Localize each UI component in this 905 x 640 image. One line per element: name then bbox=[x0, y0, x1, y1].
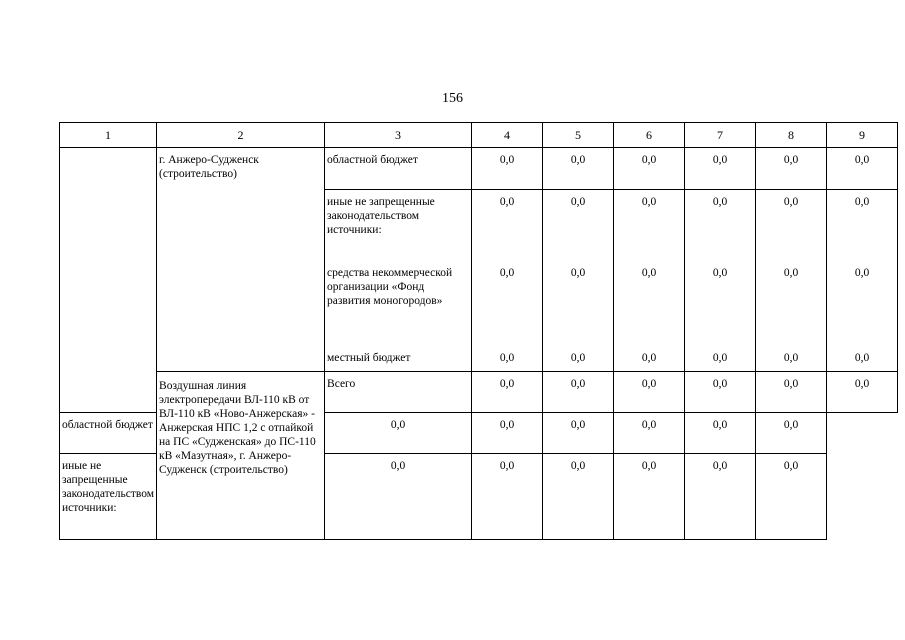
header-cell: 1 bbox=[60, 123, 157, 148]
value-text: 0,0 bbox=[499, 267, 515, 279]
header-cell: 3 bbox=[325, 123, 472, 148]
object-name-cell: г. Анжеро-Судженск (строительство) bbox=[157, 148, 325, 372]
value-cell: 0,0 bbox=[756, 413, 827, 454]
value-cell bbox=[827, 190, 898, 372]
value-cell bbox=[614, 190, 685, 372]
header-cell: 6 bbox=[614, 123, 685, 148]
value-text: 0,0 bbox=[499, 352, 515, 364]
funding-source-other: иные не запрещенные законодательством источники: bbox=[327, 196, 435, 236]
table-row bbox=[60, 148, 898, 190]
value-text: 0,0 bbox=[641, 267, 657, 279]
header-cell: 9 bbox=[827, 123, 898, 148]
value-cell bbox=[685, 190, 756, 372]
value-cell: 0,0 bbox=[756, 148, 827, 190]
value-cell bbox=[756, 190, 827, 372]
value-cell: 0,0 bbox=[614, 454, 685, 540]
funding-source-cell: областной бюджет bbox=[325, 148, 472, 190]
funding-source-cell: областной бюджет bbox=[60, 413, 157, 454]
value-cell: 0,0 bbox=[472, 454, 543, 540]
budget-table bbox=[59, 122, 898, 540]
header-cell: 5 bbox=[543, 123, 614, 148]
value-cell: 0,0 bbox=[472, 148, 543, 190]
value-text: 0,0 bbox=[854, 352, 870, 364]
value-cell: 0,0 bbox=[614, 413, 685, 454]
value-text: 0,0 bbox=[499, 196, 515, 208]
funding-source-cell: иные не запрещенные законодательством источники: bbox=[60, 454, 157, 540]
value-text: 0,0 bbox=[783, 352, 799, 364]
funding-source-cell: Всего bbox=[325, 372, 472, 413]
funding-source-nonprofit: средства некоммерческой организации «Фонд развития моногородов» bbox=[327, 267, 453, 307]
value-text: 0,0 bbox=[570, 352, 586, 364]
value-text: 0,0 bbox=[570, 267, 586, 279]
value-cell: 0,0 bbox=[685, 413, 756, 454]
header-cell: 7 bbox=[685, 123, 756, 148]
funding-source-cell bbox=[325, 190, 472, 372]
value-cell: 0,0 bbox=[543, 454, 614, 540]
value-cell: 0,0 bbox=[543, 413, 614, 454]
value-text: 0,0 bbox=[712, 196, 728, 208]
value-cell: 0,0 bbox=[685, 148, 756, 190]
value-cell: 0,0 bbox=[472, 372, 543, 413]
value-text: 0,0 bbox=[712, 267, 728, 279]
value-cell: 0,0 bbox=[543, 372, 614, 413]
value-cell: 0,0 bbox=[472, 413, 543, 454]
value-text: 0,0 bbox=[854, 267, 870, 279]
object-name-cell: Воздушная линия электропередачи ВЛ-110 кВ от ВЛ-110 кВ «Ново-Анжерская» - Анжерская НПС 1,2 с отпайкой на ПС «Судженская» до ПС-110 кВ «Мазутная», г. Анжеро-Судженск (строительство) bbox=[157, 372, 325, 540]
header-cell: 2 bbox=[157, 123, 325, 148]
value-cell: 0,0 bbox=[325, 413, 472, 454]
value-text: 0,0 bbox=[641, 196, 657, 208]
value-cell: 0,0 bbox=[756, 372, 827, 413]
table-header-row bbox=[60, 123, 898, 148]
value-cell: 0,0 bbox=[614, 372, 685, 413]
value-text: 0,0 bbox=[641, 352, 657, 364]
value-text: 0,0 bbox=[783, 196, 799, 208]
value-cell: 0,0 bbox=[827, 372, 898, 413]
value-cell bbox=[472, 190, 543, 372]
value-cell: 0,0 bbox=[685, 454, 756, 540]
value-cell: 0,0 bbox=[685, 372, 756, 413]
page-number: 156 bbox=[442, 91, 463, 106]
header-cell: 8 bbox=[756, 123, 827, 148]
value-cell: 0,0 bbox=[827, 148, 898, 190]
header-cell: 4 bbox=[472, 123, 543, 148]
value-cell bbox=[543, 190, 614, 372]
value-text: 0,0 bbox=[712, 352, 728, 364]
table-row bbox=[60, 372, 898, 413]
row-number-cell bbox=[60, 148, 157, 413]
value-text: 0,0 bbox=[783, 267, 799, 279]
value-cell: 0,0 bbox=[756, 454, 827, 540]
value-text: 0,0 bbox=[570, 196, 586, 208]
value-cell: 0,0 bbox=[614, 148, 685, 190]
value-cell: 0,0 bbox=[543, 148, 614, 190]
value-cell: 0,0 bbox=[325, 454, 472, 540]
value-text: 0,0 bbox=[854, 196, 870, 208]
funding-source-local: местный бюджет bbox=[327, 352, 411, 364]
